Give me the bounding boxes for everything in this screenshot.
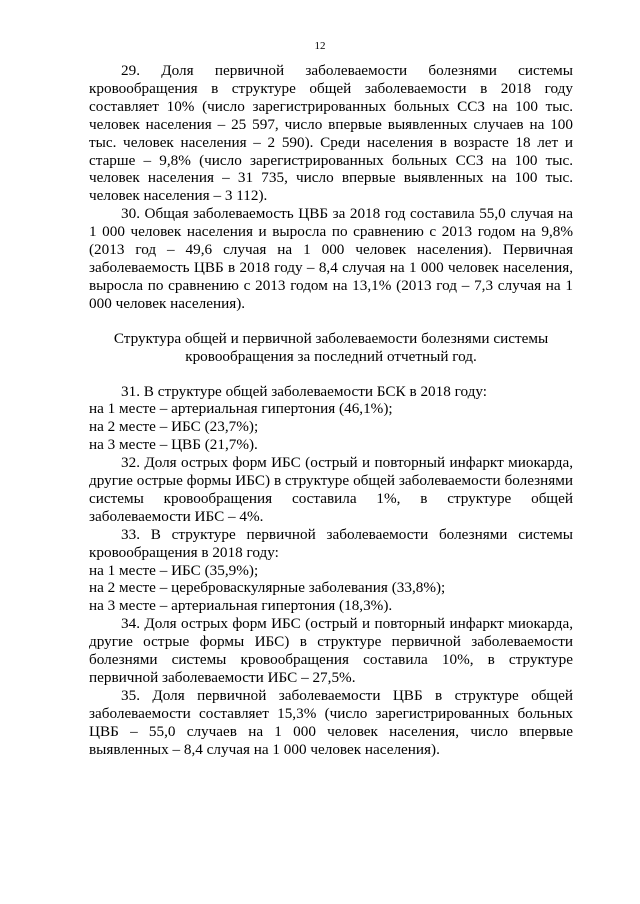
- list-item: на 3 месте – артериальная гипертония (18,3%).: [89, 597, 393, 615]
- paragraph-33: 33. В структуре первичной заболеваемости болезнями системы кровообращения в 2018 году:: [89, 525, 573, 561]
- paragraph-30: 30. Общая заболеваемость ЦВБ за 2018 год составила 55,0 случая на 1 000 человек населения и выросла по сравнению с 2013 годом на 9,8% (2013 год – 49,6 случая на 1 000 человек населения). Первичная заболеваемость ЦВБ в 2018 году – 8,4 случая на 1 000 человек населения, выросла по сравнению с 2013 годом на 13,1% (2013 год – 7,3 случая на 1 000 человек населения).: [89, 205, 573, 312]
- paragraph-35: 35. Доля первичной заболеваемости ЦВБ в структуре общей заболеваемости составляет 15,3% (число зарегистрированных больных ЦВБ – 55,0 случаев на 1 000 человек населения, число впервые выявленных – 8,4 случая на 1 000 человек населения).: [89, 686, 573, 758]
- paragraph-29: 29. Доля первичной заболеваемости болезнями системы кровообращения в структуре общей заболеваемости в 2018 году составляет 10% (число зарегистрированных больных ССЗ на 100 тыс. человек населения – 25 597, число впервые выявленных случаев на 100 тыс. человек населения – 2 590). Среди населения в возрасте 18 лет и старше – 9,8% (число зарегистрированных больных ССЗ на 100 тыс. человек населения – 31 735, число впервые выявленных на 100 тыс. человек населения – 3 112).: [89, 62, 573, 205]
- list-item: на 1 месте – артериальная гипертония (46,1%);: [89, 400, 393, 418]
- section-heading: Структура общей и первичной заболеваемости болезнями системы кровообращения за последний отчетный год.: [113, 329, 549, 365]
- list-item: на 3 месте – ЦВБ (21,7%).: [89, 436, 258, 454]
- list-item: на 2 месте – цереброваскулярные заболевания (33,8%);: [89, 579, 446, 597]
- list-item: на 1 месте – ИБС (35,9%);: [89, 561, 259, 579]
- document-body: [89, 62, 573, 759]
- page-number: 12: [314, 40, 326, 52]
- list-item: на 2 месте – ИБС (23,7%);: [89, 418, 259, 436]
- paragraph-34: 34. Доля острых форм ИБС (острый и повторный инфаркт миокарда, другие острые формы ИБС) в структуре первичной заболеваемости болезнями системы кровообращения составила 10%, в структуре первичной заболеваемости ИБС – 27,5%.: [89, 615, 573, 686]
- paragraph-31: 31. В структуре общей заболеваемости БСК в 2018 году:: [121, 382, 487, 400]
- paragraph-32: 32. Доля острых форм ИБС (острый и повторный инфаркт миокарда, другие острые формы ИБС) в структуре общей заболеваемости болезнями системы кровообращения составила 1%, в структуре общей заболеваемости ИБС – 4%.: [89, 454, 573, 525]
